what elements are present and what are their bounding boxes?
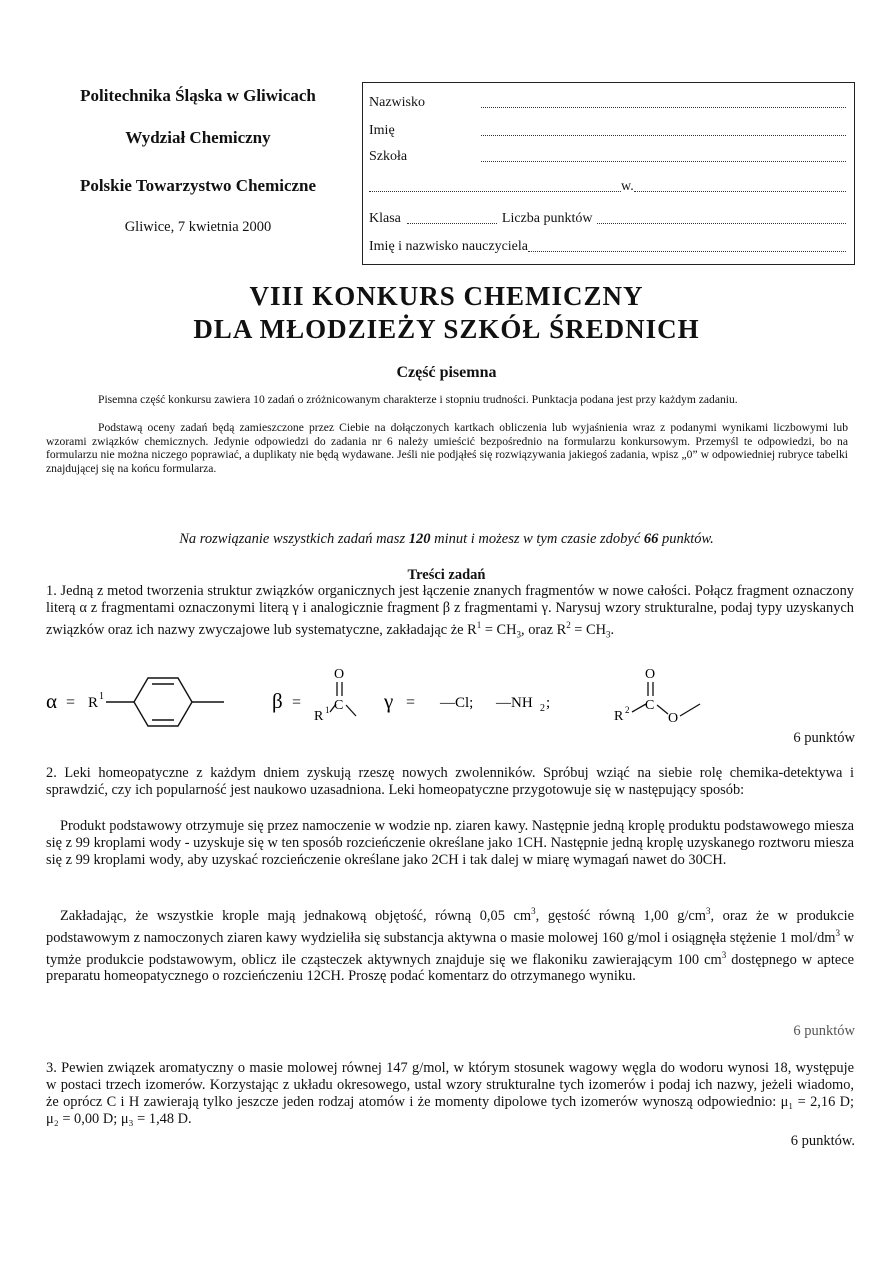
ester-r2-sup: 2 [625,705,630,715]
name-label: Imię [369,123,395,138]
time-points: 66 [643,531,659,547]
date: Gliwice, 7 kwietnia 2000 [124,219,272,235]
gamma-nh2: —NH [496,695,533,711]
school-row[interactable] [369,145,846,165]
class-label: Klasa [369,211,401,226]
ester-group [632,682,700,716]
instructions-paragraph-2: Podstawą oceny zadań będą zamieszczone przez Ciebie na dołączonych kartkach obliczenia lub wyjaśnienia wraz z podanymi wynikami liczbowymi lub wzorami związków chemicznych. Jedynie odpowiedzi do zadania nr 6 należy umieścić bezpośrednio na formularzu konkursowym. Przemyśl te odpowiedzi, bo na formularzu nie można niczego poprawiać, a duplikaty nie będą wydawane. Jeśli nie podjąłeś się rozwiązywania jakiegoś zadania, wpisz „0” w odpowiedniej rubryce tabelki znajdującej się na końcu formularza. [46,421,848,475]
beta-label: β [272,689,283,713]
contest-title-line2: DLA MŁODZIEŻY SZKÓŁ ŚREDNICH [193,314,700,344]
teacher-row[interactable] [369,235,846,255]
name-row[interactable] [369,119,846,139]
gamma-nh2-sub: 2 [540,703,545,714]
gamma-eq: = [406,694,416,711]
university-name: Politechnika Śląska w Gliwicach [80,86,316,105]
teacher-field[interactable] [528,239,846,252]
task-1-structures [40,664,860,734]
gamma-cl: —Cl; [440,695,474,711]
society-name: Polskie Towarzystwo Chemiczne [79,176,317,195]
teacher-label: Imię i nazwisko nauczyciela [369,239,528,254]
alpha-r1-sup: 1 [99,691,104,702]
gamma-label: γ [384,689,394,713]
school-name-field[interactable] [369,179,621,192]
surname-row[interactable] [369,91,846,111]
ester-oxygen: O [645,667,656,682]
beta-oxygen: O [334,667,345,682]
points-label: Liczba punktów [501,211,593,226]
part-title: Część pisemna [396,364,497,381]
beta-eq: = [292,694,302,711]
alpha-label: α [46,689,58,713]
ester-carbon: C [645,698,655,713]
tasks-heading: Treści zadań [407,567,486,583]
surname-label: Nazwisko [369,95,425,110]
class-row[interactable] [369,207,846,227]
alpha-eq: = [66,694,76,711]
points-field[interactable] [597,211,846,224]
surname-field[interactable] [481,95,846,108]
task-2-intro: 2. Leki homeopatyczne z każdym dniem zyskują rzeszę nowych zwolenników. Spróbuj wziąć na siebie rolę chemika-detektywa i sprawdzić, czy ich popularność jest naukowo uzasadniona. Leki homeopatyczne przygotowuje się w następujący sposób: [46,765,854,798]
faculty-name: Wydział Chemiczny [125,128,271,147]
city-prefix: w. [621,179,634,194]
school-label: Szkoła [369,149,408,164]
task-2-procedure: Produkt podstawowy otrzymuje się przez namoczenie w wodzie np. ziaren kawy. Następnie jedną kroplę produktu podstawowego miesza się z 99 kroplami wody - uzyskuje się w ten sposób rozcieńczenie określane jako 1CH. Następnie jedną kroplę uzyskanego roztworu miesza się z 99 kroplami wody, aby uzyskać rozcieńczenie określane jako 2CH i tak dalej w miarę wymagań nawet do 30CH. [46,818,854,868]
beta-carbon: C [334,698,344,713]
task-2-points: 6 punktów [793,1023,855,1039]
ester-r2: R [614,709,624,724]
name-field[interactable] [481,123,846,136]
contest-title-line1: VIII KONKURS CHEMICZNY [249,281,644,311]
ester-single-oxygen: O [668,711,679,726]
class-field[interactable] [407,211,497,224]
task-1-text: 1. Jedną z metod tworzenia struktur związków organicznych jest łączenie znanych fragmentów w nowe całości. Połącz fragment oznaczony literą α z fragmentami oznaczonymi literą γ i analogicznie fragment β z fragmentami γ. Narysuj wzory strukturalne, podaj typy uzyskanych związków oraz ich nazwy zwyczajowe lub systematyczne, zakładając że $R^1 = CH_3$, oraz $R^2 = CH_3$. [46,583,854,640]
alpha-r1: R [88,695,99,711]
instructions-paragraph-1: Pisemna część konkursu zawiera 10 zadań o zróżnicowanym charakterze i stopniu trudności. Punktacja podana jest przy każdym zadaniu. [98,393,738,406]
task-3-text: 3. Pewien związek aromatyczny o masie molowej równej 147 g/mol, w którym stosunek wagowy węgla do wodoru wynosi 18, występuje w postaci trzech izomerów. Korzystając z układu okresowego, ustal wzory strukturalne tych izomerów i podaj ich nazwy, jeżeli wiadomo, że oprócz C i H zawierają tylko jeszcze jeden rodzaj atomów i że momenty dipolowe tych izomerów wynoszą odpowiednio: μ₁ = 2,16 D; μ₂ = 0,00 D; μ₃ = 1,48 D. [46,1060,854,1127]
student-info-form [362,82,855,265]
time-limit-note: Na rozwiązanie wszystkich zadań masz 120 minut i możesz w tym czasie zdobyć 66 punktów. [179,531,714,547]
beta-r1-sup: 1 [325,705,330,715]
time-minutes: 120 [408,531,431,547]
school-field[interactable] [481,149,846,162]
task-1-points: 6 punktów [793,730,855,746]
beta-r1: R [314,709,324,724]
city-field[interactable] [634,179,846,192]
gamma-semicolon: ; [546,695,551,711]
task-2-question: Zakładając, że wszystkie krople mają jednakową objętość, równą 0,05 $cm^3$, gęstość równą 1,00 $g/cm^3$, oraz że w produkcie podstawowym z namoczonych ziaren kawy wydzieliła się substancja aktywna o masie molowej 160 g/mol i osiągnęła stężenie 1 mol/$dm^3$ w tymże produkcie podstawowym, oblicz ile cząsteczek aktywnych znajduje się we flakoniku zawierającym 100 $cm^3$ dostępnego w aptece preparatu homeopatycznego o rozcieńczeniu 12CH. Proszę podać komentarz do otrzymanego wyniku. [46,906,854,985]
task-3-points: 6 punktów. [790,1133,855,1149]
benzene-ring [106,678,224,726]
city-row[interactable] [369,175,846,195]
